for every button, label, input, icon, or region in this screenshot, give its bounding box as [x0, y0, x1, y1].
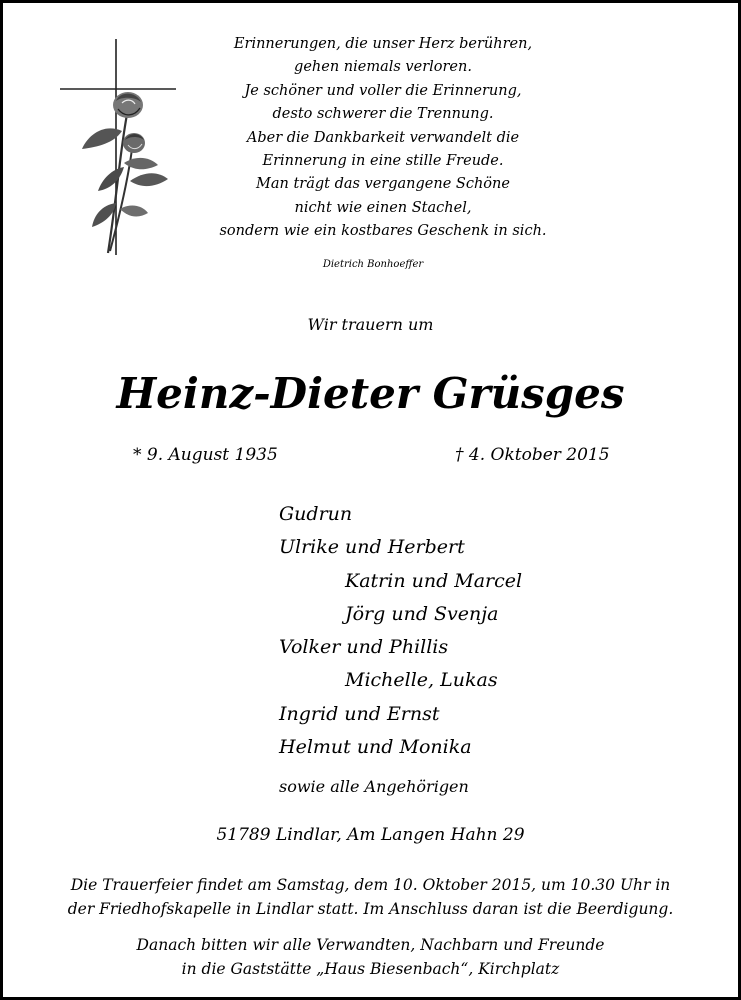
quote-line: Erinnerungen, die unser Herz berühren, — [233, 36, 533, 52]
reception-line: in die Gaststätte „Haus Biesenbach“, Kirchplatz — [181, 960, 560, 978]
family-member: Michelle, Lukas — [345, 669, 498, 692]
bonhoeffer-quote — [183, 33, 583, 244]
quote-line: sondern wie ein kostbares Geschenk in sich. — [219, 223, 547, 240]
family-member: Volker und Phillis — [279, 636, 449, 659]
family-member: Helmut und Monika — [279, 736, 472, 759]
birth-date: * 9. August 1935 — [133, 445, 278, 465]
reception-info — [23, 933, 718, 981]
quote-line: Erinnerung in eine stille Freude. — [262, 153, 504, 170]
quote-line: Aber die Dankbarkeit verwandelt die — [246, 129, 520, 146]
family-list — [279, 498, 679, 764]
funeral-service-info — [23, 873, 718, 921]
reception-line: Danach bitten wir alle Verwandten, Nachbarn und Freunde — [136, 936, 605, 954]
quote-line: desto schwerer die Trennung. — [272, 106, 494, 123]
family-member: Katrin und Marcel — [345, 569, 523, 592]
family-member: Gudrun — [279, 503, 353, 525]
quote-line: Man trägt das vergangene Schöne — [256, 176, 510, 193]
deceased-name: Heinz-Dieter Grüsges — [116, 369, 625, 418]
service-line: der Friedhofskapelle in Lindlar statt. Im Anschluss daran ist die Beerdigung. — [67, 900, 674, 918]
quote-author: Dietrich Bonhoeffer — [322, 259, 424, 270]
quote-line: Je schöner und voller die Erinnerung, — [244, 82, 522, 99]
relatives-note: sowie alle Angehörigen — [279, 777, 469, 796]
service-line: Die Trauerfeier findet am Samstag, dem 10. Oktober 2015, um 10.30 Uhr in — [70, 876, 671, 894]
family-member: Ingrid und Ernst — [279, 702, 440, 725]
address: 51789 Lindlar, Am Langen Hahn 29 — [216, 825, 525, 845]
cross-with-rose-icon — [58, 39, 178, 259]
family-member: Ulrike und Herbert — [279, 536, 465, 559]
quote-line: nicht wie einen Stachel, — [294, 199, 472, 216]
family-member: Jörg und Svenja — [345, 602, 499, 625]
intro-text: Wir trauern um — [307, 315, 434, 334]
death-date: † 4. Oktober 2015 — [455, 445, 610, 465]
quote-line: gehen niemals verloren. — [294, 59, 472, 76]
